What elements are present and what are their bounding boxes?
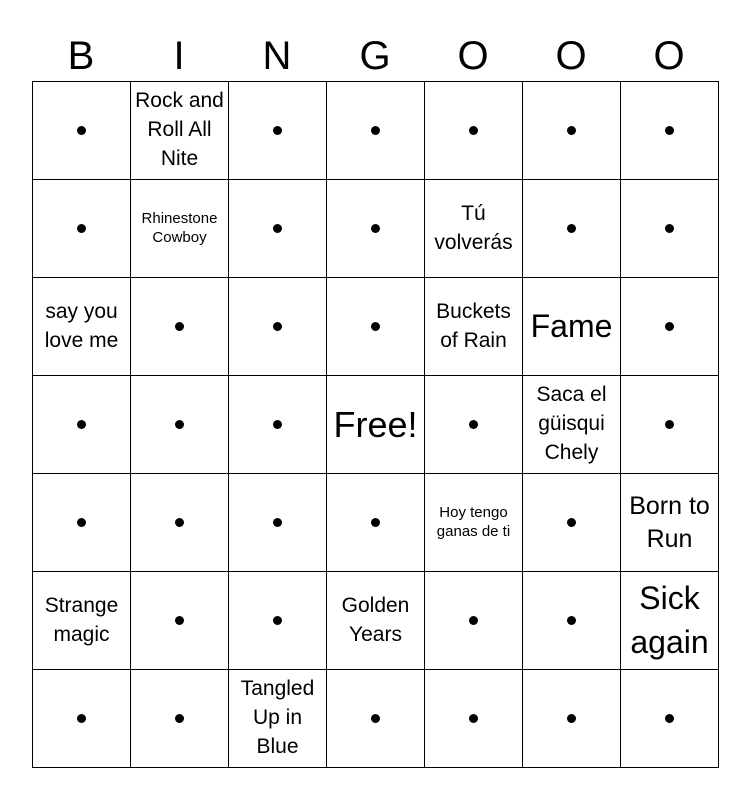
header-letter: O [457,34,489,78]
bingo-cell-empty[interactable] [131,474,229,572]
dot-icon [567,518,576,527]
bingo-cell[interactable] [229,670,327,768]
header-letter: G [359,34,391,78]
dot-icon [665,714,674,723]
bingo-cell-empty[interactable] [523,572,621,670]
dot-icon [567,126,576,135]
bingo-cell[interactable] [523,278,621,376]
header-letter: I [173,34,185,78]
bingo-cell-label: Sick again [630,580,709,660]
bingo-cell-label: Hoy tengo ganas de ti [436,503,511,540]
bingo-cell-label: Golden Years [341,593,410,646]
bingo-cell-label: Free! [333,404,418,445]
bingo-cell-label: Tú volverás [434,201,513,254]
bingo-cell-label: Tangled Up in Blue [240,677,315,758]
bingo-cell-empty[interactable] [425,376,523,474]
bingo-cell-empty[interactable] [327,82,425,180]
bingo-cell-empty[interactable] [523,180,621,278]
bingo-cell-empty[interactable] [621,278,719,376]
bingo-cell-empty[interactable] [33,474,131,572]
dot-icon [175,322,184,331]
bingo-cell-empty[interactable] [621,82,719,180]
dot-icon [273,518,282,527]
dot-icon [469,714,478,723]
bingo-cell-empty[interactable] [523,670,621,768]
bingo-cell-empty[interactable] [229,376,327,474]
dot-icon [175,420,184,429]
bingo-cell-empty[interactable] [131,572,229,670]
bingo-cell-empty[interactable] [131,278,229,376]
bingo-cell[interactable] [523,376,621,474]
bingo-cell[interactable] [131,82,229,180]
dot-icon [371,714,380,723]
bingo-cell-empty[interactable] [33,180,131,278]
dot-icon [273,420,282,429]
bingo-cell-empty[interactable] [229,278,327,376]
bingo-cell-empty[interactable] [621,670,719,768]
bingo-cell-label: Rock and Roll All Nite [135,89,224,170]
dot-icon [567,224,576,233]
bingo-cell-empty[interactable] [229,82,327,180]
dot-icon [371,518,380,527]
bingo-cell-label: Fame [530,307,613,344]
bingo-cell[interactable] [33,572,131,670]
bingo-cell-empty[interactable] [425,670,523,768]
bingo-cell[interactable] [327,376,425,474]
header-letter: O [653,34,685,78]
bingo-cell-empty[interactable] [229,474,327,572]
header-letter: B [67,34,95,78]
bingo-cell-empty[interactable] [131,670,229,768]
bingo-cell[interactable] [327,572,425,670]
bingo-cell-empty[interactable] [327,670,425,768]
dot-icon [567,616,576,625]
bingo-header [32,30,718,82]
bingo-cell-empty[interactable] [425,572,523,670]
dot-icon [273,616,282,625]
bingo-cell-empty[interactable] [229,180,327,278]
dot-icon [175,714,184,723]
bingo-cell-label: Rhinestone Cowboy [141,209,218,246]
bingo-cell-label: say you love me [44,299,119,352]
dot-icon [273,126,282,135]
bingo-cell-empty[interactable] [33,670,131,768]
dot-icon [469,616,478,625]
dot-icon [469,126,478,135]
dot-icon [665,322,674,331]
bingo-cell[interactable] [425,278,523,376]
bingo-cell-empty[interactable] [131,376,229,474]
bingo-cell[interactable] [621,572,719,670]
bingo-cell-empty[interactable] [327,180,425,278]
dot-icon [77,224,86,233]
bingo-grid [32,81,719,768]
bingo-cell[interactable] [131,180,229,278]
bingo-cell-empty[interactable] [621,376,719,474]
bingo-cell-empty[interactable] [523,82,621,180]
dot-icon [77,126,86,135]
bingo-cell-label: Born to Run [629,492,710,553]
bingo-cell-empty[interactable] [327,278,425,376]
bingo-cell-empty[interactable] [327,474,425,572]
bingo-cell[interactable] [33,278,131,376]
bingo-cell-empty[interactable] [523,474,621,572]
bingo-cell-empty[interactable] [621,180,719,278]
bingo-cell-label: Saca el güisqui Chely [536,383,607,464]
bingo-cell-empty[interactable] [425,82,523,180]
dot-icon [273,224,282,233]
bingo-cell-label: Strange magic [44,593,119,646]
bingo-cell[interactable] [621,474,719,572]
bingo-cell[interactable] [425,474,523,572]
dot-icon [665,224,674,233]
dot-icon [371,322,380,331]
bingo-cell-empty[interactable] [33,376,131,474]
dot-icon [175,518,184,527]
dot-icon [567,714,576,723]
dot-icon [371,224,380,233]
dot-icon [371,126,380,135]
bingo-cell-label: Buckets of Rain [436,299,511,352]
dot-icon [77,714,86,723]
header-letter: N [262,34,292,78]
bingo-cell-empty[interactable] [33,82,131,180]
bingo-cell-empty[interactable] [229,572,327,670]
header-letter: O [555,34,587,78]
dot-icon [665,420,674,429]
dot-icon [175,616,184,625]
dot-icon [665,126,674,135]
dot-icon [77,420,86,429]
bingo-cell[interactable] [425,180,523,278]
dot-icon [469,420,478,429]
dot-icon [273,322,282,331]
dot-icon [77,518,86,527]
